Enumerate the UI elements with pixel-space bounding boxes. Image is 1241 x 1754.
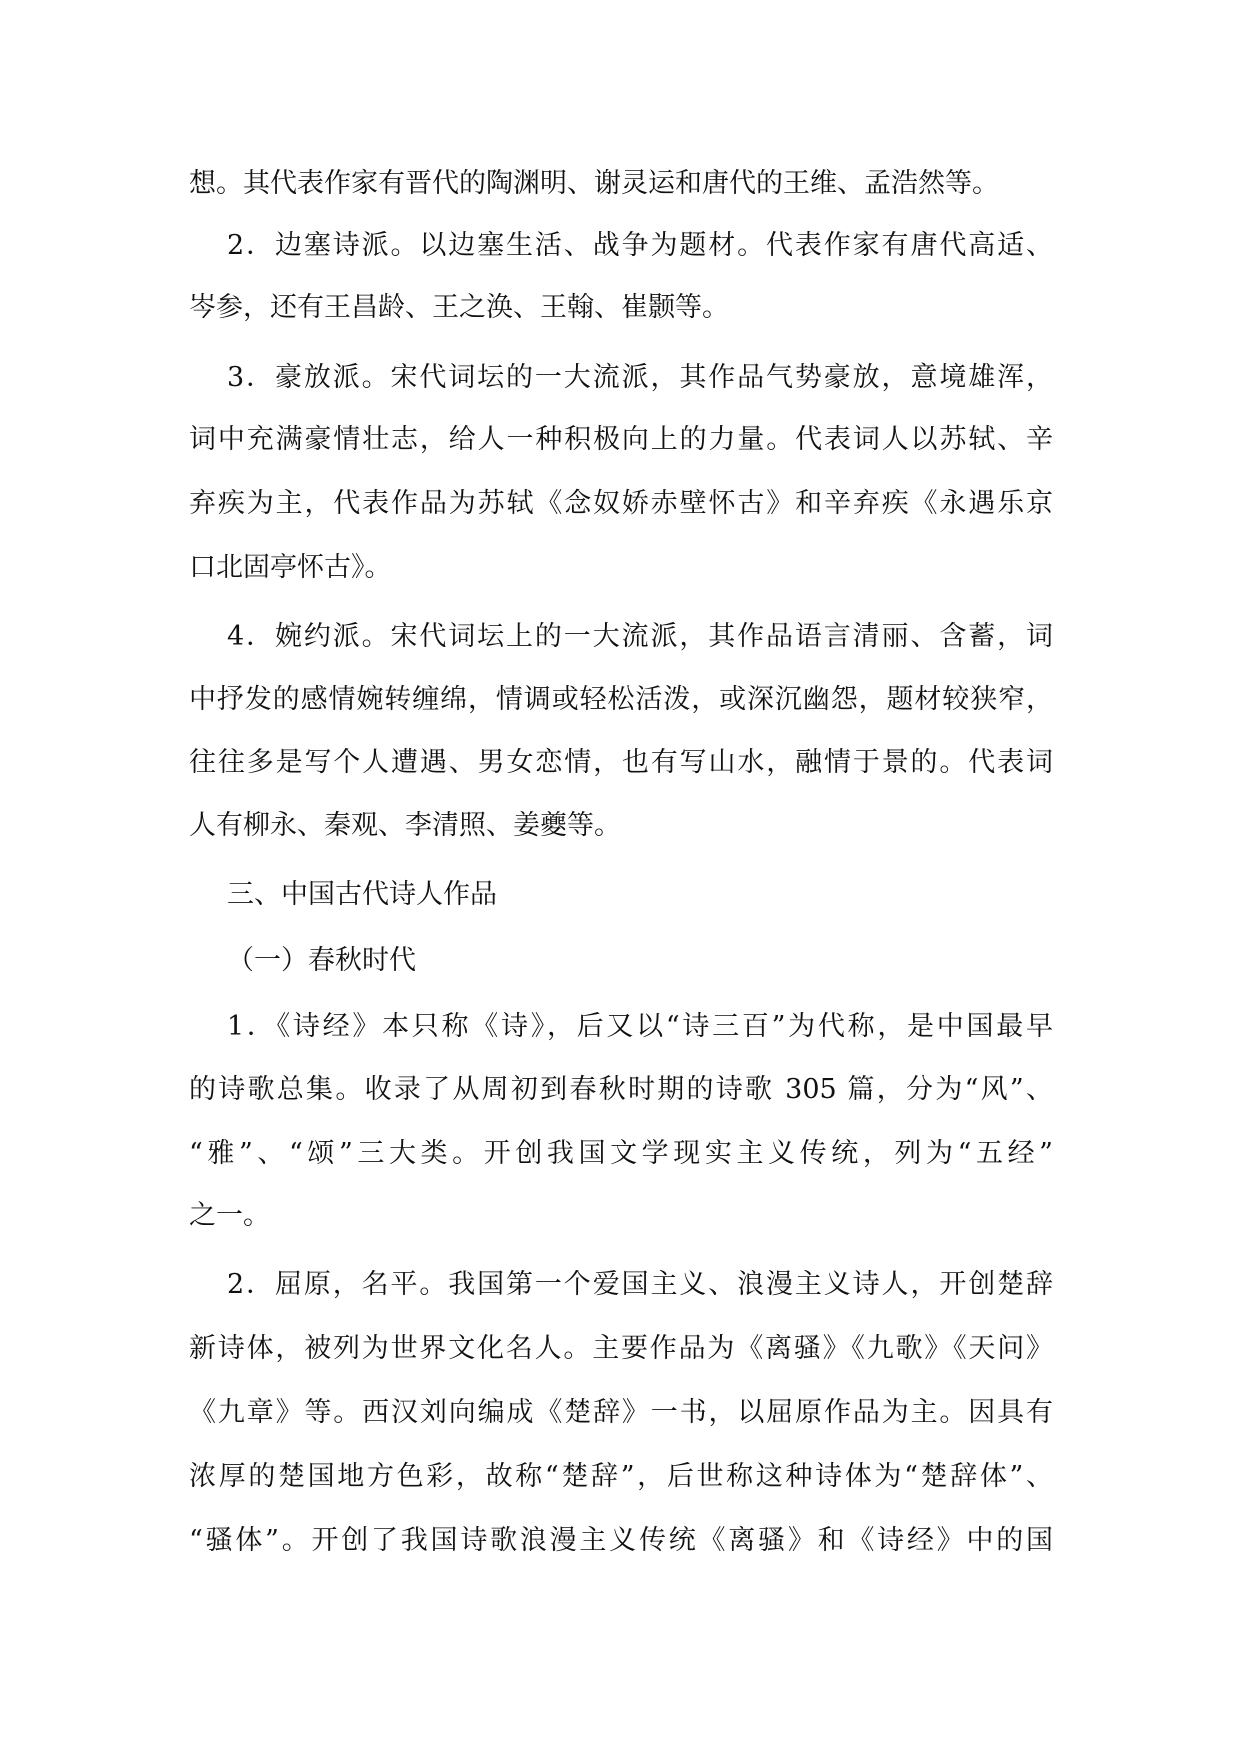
line-text: 3．豪放派。宋代词坛的一大流派，其作品气势豪放，意境雄浑， bbox=[227, 362, 1053, 393]
paragraph-line bbox=[0, 743, 1241, 783]
paragraph-line bbox=[0, 288, 1241, 328]
line-text: 人有柳永、秦观、李清照、姜夔等。 bbox=[189, 810, 621, 841]
paragraph-line bbox=[0, 1329, 1241, 1369]
paragraph-line bbox=[0, 358, 1241, 398]
line-text: 口北固亭怀古》。 bbox=[189, 552, 392, 583]
paragraph-line bbox=[0, 617, 1241, 657]
line-text: “雅”、“颂”三大类。开创我国文学现实主义传统，列为“五经” bbox=[189, 1138, 1053, 1169]
line-text: 《九章》等。西汉刘向编成《楚辞》一书，以屈原作品为主。因具有 bbox=[189, 1397, 1053, 1428]
line-text: 中抒发的感情婉转缠绵，情调或轻松活泼，或深沉幽怨，题材较狭窄， bbox=[189, 684, 1053, 715]
line-text: 往往多是写个人遭遇、男女恋情，也有写山水，融情于景的。代表词 bbox=[189, 747, 1053, 778]
line-text: 2．屈原，名平。我国第一个爱国主义、浪漫主义诗人，开创楚辞 bbox=[227, 1269, 1053, 1300]
line-text: “骚体”。开创了我国诗歌浪漫主义传统《离骚》和《诗经》中的国 bbox=[189, 1525, 1053, 1556]
paragraph-line bbox=[0, 1134, 1241, 1174]
paragraph-line bbox=[0, 1457, 1241, 1497]
paragraph-line bbox=[0, 164, 1241, 204]
line-text: 浓厚的楚国地方色彩，故称“楚辞”，后世称这种诗体为“楚辞体”、 bbox=[189, 1461, 1053, 1492]
line-text: 新诗体，被列为世界文化名人。主要作品为《离骚》《九歌》《天问》 bbox=[189, 1333, 1053, 1364]
line-text: 岑参，还有王昌龄、王之涣、王翰、崔颢等。 bbox=[189, 292, 729, 323]
subsection-heading-text: （一）春秋时代 bbox=[227, 945, 416, 976]
subsection-heading bbox=[0, 941, 1241, 981]
line-text: 弃疾为主，代表作品为苏轼《念奴娇赤壁怀古》和辛弃疾《永遇乐京 bbox=[189, 488, 1053, 519]
line-text: 1．《诗经》本只称《诗》，后又以“诗三百”为代称，是中国最早 bbox=[227, 1011, 1053, 1042]
paragraph-line bbox=[0, 1265, 1241, 1305]
paragraph-line bbox=[0, 1007, 1241, 1047]
paragraph-line bbox=[0, 1196, 1241, 1236]
paragraph-line bbox=[0, 1521, 1241, 1561]
section-heading bbox=[0, 875, 1241, 915]
line-text: 想。其代表作家有晋代的陶渊明、谢灵运和唐代的王维、孟浩然等。 bbox=[189, 168, 999, 199]
paragraph-line bbox=[0, 1393, 1241, 1433]
line-text: 2．边塞诗派。以边塞生活、战争为题材。代表作家有唐代高适、 bbox=[227, 230, 1053, 261]
paragraph-line bbox=[0, 548, 1241, 588]
section-heading-text: 三、中国古代诗人作品 bbox=[227, 879, 497, 910]
line-text: 之一。 bbox=[189, 1200, 270, 1231]
paragraph-line bbox=[0, 680, 1241, 720]
paragraph-line bbox=[0, 226, 1241, 266]
line-text: 4．婉约派。宋代词坛上的一大流派，其作品语言清丽、含蓄，词 bbox=[227, 621, 1053, 652]
paragraph-line bbox=[0, 1070, 1241, 1110]
line-text: 的诗歌总集。收录了从周初到春秋时期的诗歌 305 篇，分为“风”、 bbox=[189, 1074, 1053, 1105]
paragraph-line bbox=[0, 806, 1241, 846]
paragraph-line bbox=[0, 420, 1241, 460]
paragraph-line bbox=[0, 484, 1241, 524]
line-text: 词中充满豪情壮志，给人一种积极向上的力量。代表词人以苏轼、辛 bbox=[189, 424, 1053, 455]
